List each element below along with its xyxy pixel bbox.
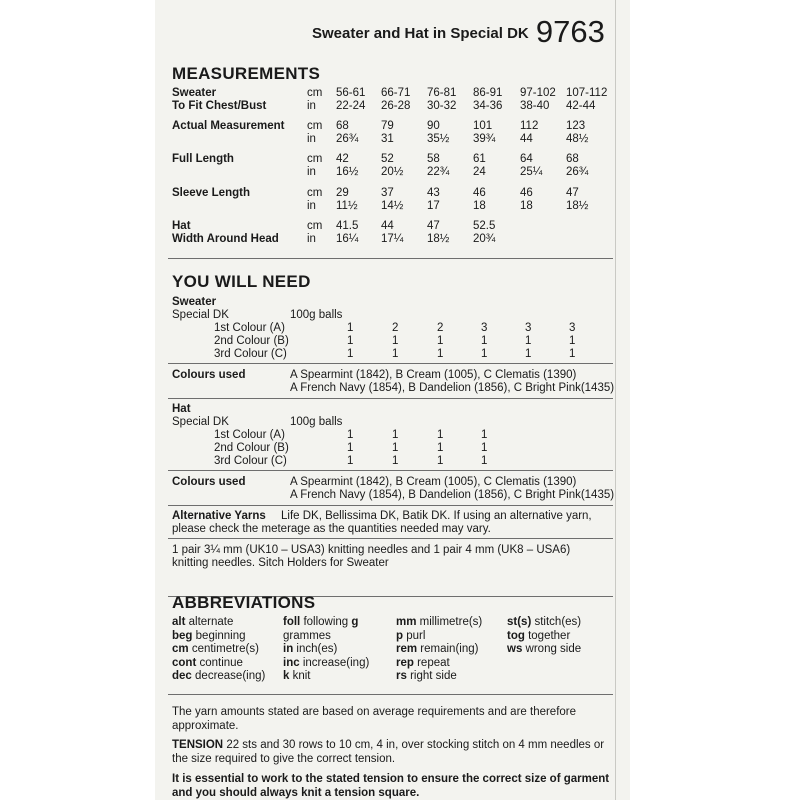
pattern-number: 9763 (535, 14, 605, 49)
tension-text: the size required to give the correct tension. (172, 752, 396, 765)
alt-yarns-label: Alternative Yarns (172, 510, 266, 522)
cm-value: 68 (336, 120, 349, 132)
ball-quantity: 1 (392, 348, 399, 360)
colours-used-text: A Spearmint (1842), B Cream (1005), C Clematis (1390) (290, 476, 577, 488)
ball-quantity: 1 (481, 348, 488, 360)
abbreviation-meaning: beginning (192, 629, 246, 642)
ball-quantity: 1 (347, 335, 354, 347)
in-value: 42-44 (566, 100, 596, 112)
ball-quantity: 1 (569, 348, 576, 360)
ball-quantity: 1 (392, 455, 399, 467)
essential-line: and you should always knit a tension square. (172, 786, 420, 799)
abbreviation-key: alt (172, 616, 186, 628)
in-value: 24 (473, 166, 486, 178)
in-value: 20½ (381, 166, 404, 178)
cm-value: 42 (336, 153, 349, 165)
abbreviation-meaning: millimetre(s) (416, 616, 483, 628)
in-value: 48½ (566, 133, 589, 145)
abbreviation-meaning: alternate (185, 616, 234, 628)
abbreviation-key: cm (172, 643, 189, 655)
abbreviation-key: p (396, 629, 404, 642)
in-value: 26-28 (381, 100, 411, 112)
colours-used-text: A French Navy (1854), B Dandelion (1856), C Bright Pink(1435) (290, 489, 615, 501)
cm-value: 64 (520, 153, 533, 165)
colour-name: 1st Colour (A) (214, 429, 285, 441)
cm-value: 123 (566, 120, 586, 132)
divider (168, 505, 613, 506)
essential-line: It is essential to work to the stated tension to ensure the correct size of garment (172, 773, 610, 785)
ball-quantity: 1 (347, 429, 354, 441)
ball-quantity: 3 (525, 322, 532, 334)
in-value: 18 (473, 200, 486, 212)
abbreviation-item (172, 630, 246, 643)
divider (168, 398, 613, 399)
title-text: Sweater and Hat in Special DK (312, 25, 529, 42)
ball-size: 100g balls (290, 309, 343, 321)
in-value: 18½ (427, 233, 450, 245)
page-title (312, 14, 605, 50)
yarn-name: Special DK (172, 416, 229, 428)
ball-quantity: 1 (569, 335, 576, 347)
ball-quantity: 1 (481, 335, 488, 347)
yarn-name: Special DK (172, 309, 229, 321)
abbreviation-item (172, 670, 265, 683)
abbreviation-key: ws (507, 643, 523, 655)
measurement-label: Full Length (172, 153, 234, 165)
divider (168, 363, 613, 364)
cm-value: 68 (566, 153, 579, 165)
cm-value: 86-91 (473, 87, 503, 99)
ball-quantity: 1 (525, 335, 532, 347)
divider (168, 470, 613, 471)
cm-value: 79 (381, 120, 394, 132)
in-value: 44 (520, 133, 533, 145)
in-value: 11½ (336, 200, 358, 212)
ball-quantity: 1 (392, 429, 399, 441)
cm-value: 46 (473, 187, 486, 199)
cm-value: 29 (336, 187, 349, 199)
in-value: 20¾ (473, 233, 496, 245)
cm-value: 52 (381, 153, 394, 165)
abbreviation-key: in (283, 643, 294, 655)
unit-label: in (307, 166, 316, 178)
colours-used-label: Colours used (172, 369, 246, 381)
cm-value: 66-71 (381, 87, 411, 99)
abbreviation-item (283, 643, 337, 656)
ball-quantity: 1 (525, 348, 532, 360)
abbreviation-meaning: inch(es) (293, 643, 338, 655)
cm-value: 46 (520, 187, 533, 199)
abbreviation-key: st(s) (507, 616, 532, 628)
abbreviation-meaning: following (300, 616, 352, 628)
ball-quantity: 3 (569, 322, 576, 334)
abbreviation-meaning: decrease(ing) (191, 670, 266, 682)
cm-value: 97-102 (520, 87, 556, 99)
abbreviation-key: dec (172, 670, 192, 682)
cm-value: 43 (427, 187, 440, 199)
abbreviation-meaning: centimetre(s) (188, 643, 259, 655)
in-value: 38-40 (520, 100, 550, 112)
colour-name: 2nd Colour (B) (214, 335, 289, 347)
cm-value: 61 (473, 153, 486, 165)
colour-name: 1st Colour (A) (214, 322, 285, 334)
ball-quantity: 1 (437, 429, 444, 441)
abbreviation-meaning: remain(ing) (417, 643, 479, 655)
in-value: 16½ (336, 166, 359, 178)
ball-quantity: 1 (347, 322, 354, 334)
you-will-need-heading: YOU WILL NEED (172, 272, 311, 291)
in-value: 17 (427, 200, 440, 212)
ball-quantity: 1 (437, 335, 444, 347)
abbreviation-item (283, 630, 331, 643)
ball-quantity: 1 (392, 335, 399, 347)
cm-value: 112 (520, 120, 539, 132)
alt-yarns-text: please check the meterage as the quantities needed may vary. (172, 523, 491, 535)
colours-used-label: Colours used (172, 476, 246, 488)
unit-label: cm (307, 220, 323, 232)
unit-label: cm (307, 187, 323, 199)
abbreviation-item (396, 630, 425, 643)
colour-name: 3rd Colour (C) (214, 455, 287, 467)
ball-quantity: 3 (481, 322, 488, 334)
ball-quantity: 1 (437, 455, 444, 467)
in-value: 25¼ (520, 166, 543, 178)
abbreviation-item (283, 657, 369, 670)
needles-text: knitting needles. Sitch Holders for Sweater (172, 557, 389, 569)
abbreviation-item (507, 630, 570, 643)
measurement-label: Actual Measurement (172, 120, 285, 132)
cm-value: 56-61 (336, 87, 366, 99)
in-value: 26¾ (566, 166, 589, 178)
abbreviation-key: inc (283, 656, 300, 669)
abbreviation-item (172, 657, 243, 670)
cm-value: 76-81 (427, 87, 457, 99)
yarn-note (172, 706, 612, 733)
ball-quantity: 2 (392, 322, 399, 334)
essential-note (172, 773, 612, 800)
in-value: 34-36 (473, 100, 503, 112)
in-value: 14½ (381, 200, 404, 212)
cm-value: 44 (381, 220, 394, 232)
abbreviation-key: mm (396, 616, 417, 628)
ball-quantity: 1 (347, 455, 354, 467)
abbreviation-key: rs (396, 670, 407, 682)
measurements-heading: MEASUREMENTS (172, 64, 321, 83)
unit-label: cm (307, 120, 323, 132)
cm-value: 37 (381, 187, 394, 199)
abbreviation-meaning: purl (403, 629, 426, 642)
cm-value: 107-112 (566, 87, 608, 99)
divider (168, 538, 613, 539)
in-value: 18½ (566, 200, 589, 212)
abbreviation-item (283, 670, 311, 683)
abbreviation-meaning: stitch(es) (531, 616, 582, 628)
abbreviation-meaning: continue (196, 656, 243, 669)
abbreviation-key: beg (172, 629, 193, 642)
ball-quantity: 1 (347, 348, 354, 360)
yarn-note-line: approximate. (172, 719, 239, 732)
in-value: 17¼ (381, 233, 404, 245)
abbreviation-key: k (283, 670, 290, 682)
unit-label: cm (307, 87, 323, 99)
needles-text: 1 pair 3¼ mm (UK10 – USA3) knitting needles and 1 pair 4 mm (UK8 – USA6) (172, 544, 571, 556)
abbreviation-key: rem (396, 643, 418, 655)
ball-quantity: 1 (481, 442, 488, 454)
unit-label: in (307, 133, 316, 145)
ball-quantity: 1 (347, 442, 354, 454)
abbreviation-item (396, 643, 478, 656)
in-value: 22-24 (336, 100, 366, 112)
colour-name: 2nd Colour (B) (214, 442, 289, 454)
unit-label: in (307, 233, 316, 245)
abbreviation-item (396, 657, 450, 670)
abbreviation-meaning: repeat (413, 656, 450, 669)
measurement-label: Sleeve Length (172, 187, 250, 199)
ball-quantity: 1 (437, 442, 444, 454)
ball-quantity: 2 (437, 322, 444, 334)
abbreviation-item (283, 616, 358, 629)
cm-value: 58 (427, 153, 440, 165)
measurement-label: Hat (172, 220, 191, 232)
abbreviation-meaning: knit (289, 670, 311, 682)
abbreviations-heading: ABBREVIATIONS (172, 593, 316, 612)
abbreviation-meaning: right side (406, 670, 457, 682)
measurement-label: Sweater (172, 87, 217, 99)
divider (168, 694, 613, 695)
garment-label: Hat (172, 403, 191, 415)
colours-used-text: A French Navy (1854), B Dandelion (1856), C Bright Pink(1435) (290, 382, 615, 394)
sheet-edge (615, 0, 616, 800)
tension-text: 22 sts and 30 rows to 10 cm, 4 in, over stocking stitch on 4 mm needles or (223, 739, 605, 751)
cm-value: 47 (427, 220, 440, 232)
ball-quantity: 1 (437, 348, 444, 360)
cm-value: 47 (566, 187, 579, 199)
in-value: 31 (381, 133, 394, 145)
abbreviation-item (507, 616, 581, 629)
abbreviation-item (396, 670, 457, 683)
tension-note (172, 739, 612, 766)
cm-value: 52.5 (473, 220, 496, 232)
ball-size: 100g balls (290, 416, 343, 428)
cm-value: 90 (427, 120, 440, 132)
cm-value: 41.5 (336, 220, 359, 232)
measurement-label: To Fit Chest/Bust (172, 100, 267, 112)
measurement-label: Width Around Head (172, 233, 279, 245)
abbreviation-key: foll (283, 616, 301, 628)
in-value: 26¾ (336, 133, 359, 145)
in-value: 39¾ (473, 133, 496, 145)
in-value: 30-32 (427, 100, 457, 112)
cm-value: 101 (473, 120, 493, 132)
in-value: 16¼ (336, 233, 359, 245)
unit-label: cm (307, 153, 323, 165)
abbreviation-key: rep (396, 656, 414, 669)
abbreviation-key: cont (172, 656, 197, 669)
abbreviation-key: g (351, 616, 359, 628)
tension-label: TENSION (172, 739, 224, 751)
abbreviation-meaning: together (524, 629, 571, 642)
abbreviation-item (172, 616, 233, 629)
colours-used-text: A Spearmint (1842), B Cream (1005), C Clematis (1390) (290, 369, 577, 381)
abbreviation-item (507, 643, 581, 656)
in-value: 18 (520, 200, 533, 212)
divider (168, 258, 613, 259)
colour-name: 3rd Colour (C) (214, 348, 287, 360)
in-value: 22¾ (427, 166, 450, 178)
ball-quantity: 1 (481, 429, 488, 441)
abbreviation-meaning: increase(ing) (299, 656, 370, 669)
alt-yarns-text: Life DK, Bellissima DK, Batik DK. If using an alternative yarn, (281, 510, 592, 522)
unit-label: in (307, 100, 316, 112)
abbreviation-item (396, 616, 482, 629)
garment-label: Sweater (172, 296, 217, 308)
ball-quantity: 1 (481, 455, 488, 467)
in-value: 35½ (427, 133, 450, 145)
yarn-note-line: The yarn amounts stated are based on average requirements and are therefore (172, 706, 577, 718)
abbreviation-meaning: grammes (283, 629, 331, 642)
unit-label: in (307, 200, 316, 212)
abbreviation-key: tog (507, 629, 525, 642)
ball-quantity: 1 (392, 442, 399, 454)
abbreviation-meaning: wrong side (522, 643, 582, 655)
abbreviation-item (172, 643, 259, 656)
